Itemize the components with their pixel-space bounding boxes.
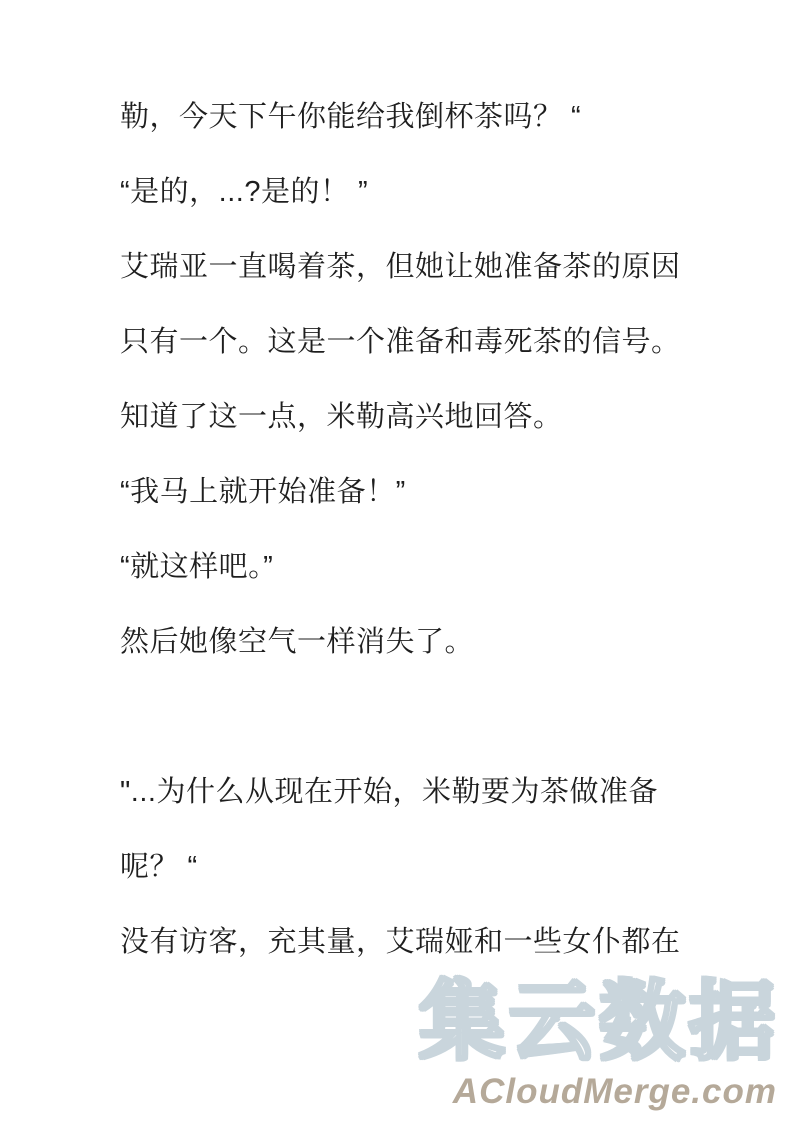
- watermark-logo-text: 集云数据: [419, 974, 779, 1070]
- text-line: 只有一个。这是一个准备和毒死茶的信号。: [120, 326, 681, 358]
- text-line: “就这样吧。”: [120, 551, 274, 583]
- text-line: 勒，今天下午你能给我倒杯茶吗？ “: [120, 101, 582, 133]
- text-line: 没有访客，充其量，艾瑞娅和一些女仆都在: [120, 926, 681, 958]
- text-lines: [120, 80, 740, 980]
- text-line: “是的，...?是的！ ”: [120, 176, 369, 208]
- text-line: “我马上就开始准备！”: [120, 476, 406, 508]
- text-line: 知道了这一点，米勒高兴地回答。: [120, 401, 563, 433]
- blank-line: [120, 680, 740, 755]
- text-line: 呢？ “: [120, 851, 198, 883]
- text-line: 然后她像空气一样消失了。: [120, 626, 475, 658]
- text-line: "...为什么从现在开始，米勒要为茶做准备: [120, 776, 658, 808]
- watermark-domain-text: ACloudMerge.com: [452, 1072, 777, 1111]
- text-line: 艾瑞亚一直喝着茶，但她让她准备茶的原因: [120, 251, 681, 283]
